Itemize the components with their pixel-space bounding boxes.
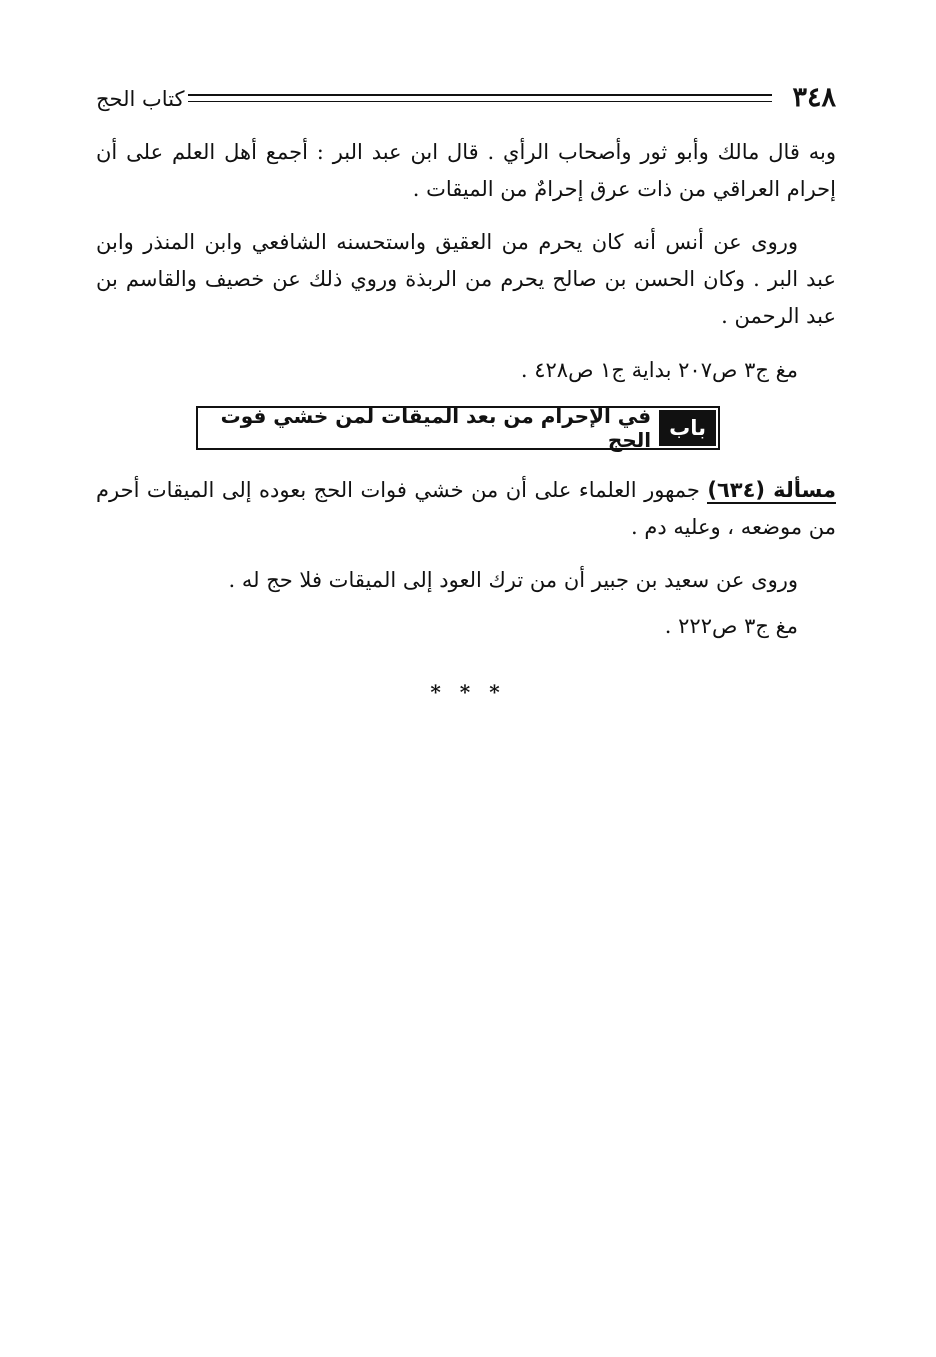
paragraph-2: وروى عن أنس أنه كان يحرم من العقيق واستحسنه الشافعي وابن المنذر وابن عبد البر . وكان الحسن بن صالح يحرم من الربذة وروي ذلك عن خصيف والقاسم بن عبد الرحمن . (96, 230, 836, 328)
issue-paragraph (96, 472, 836, 546)
chapter-label: باب (659, 410, 716, 446)
paragraph-1: وبه قال مالك وأبو ثور وأصحاب الرأي . قال ابن عبد البر : أجمع أهل العلم على أن إحرام العراقي من ذات عرق إحرامٌ من الميقات . (96, 140, 836, 201)
issue-label: مسألة (٦٣٤) (707, 478, 836, 502)
chapter-title: في الإحرام من بعد الميقات لمن خشي فوت الحج (220, 404, 652, 452)
chapter-heading (196, 406, 720, 450)
reference-1: مغ ج٣ ص٢٠٧ بداية ج١ ص٤٢٨ . (520, 358, 798, 382)
page-number: ٣٤٨ (792, 82, 836, 113)
running-header (96, 82, 836, 118)
section-separator: * * * (430, 680, 506, 704)
issue-text: جمهور العلماء على أن من خشي فوات الحج بعوده إلى الميقات أحرم من موضعه ، وعليه دم . (96, 478, 836, 539)
book-title: كتاب الحج (96, 87, 185, 111)
paragraph-3: وروى عن سعيد بن جبير أن من ترك العود إلى الميقات فلا حج له . (228, 568, 798, 592)
reference-2: مغ ج٣ ص٢٢٢ . (664, 614, 798, 638)
header-rule (188, 94, 772, 102)
